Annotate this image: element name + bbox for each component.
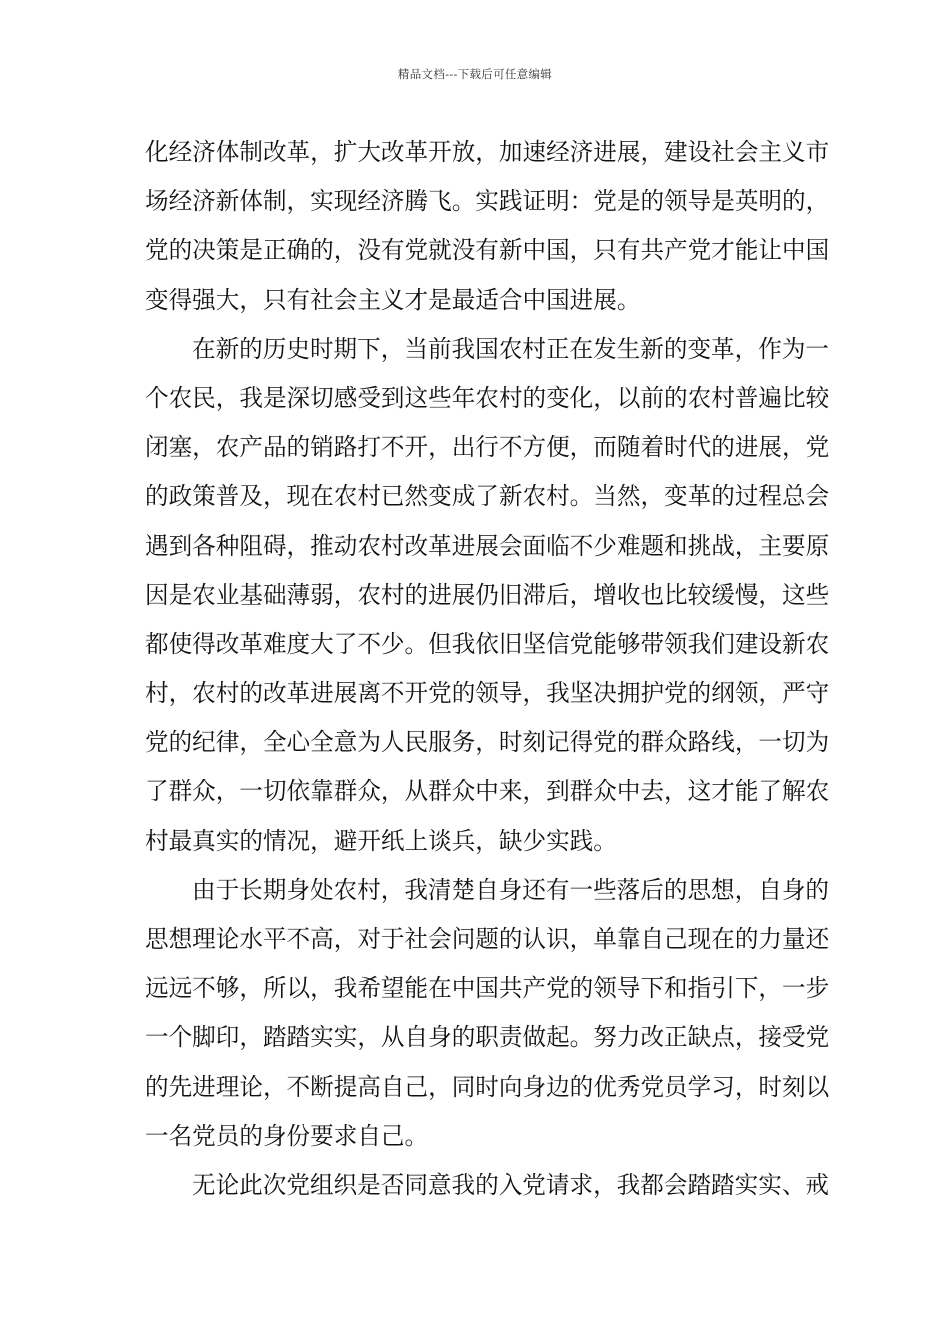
text-line: 党的纪律，全心全意为人民服务，时刻记得党的群众路线，一切为 <box>145 728 830 757</box>
text-line: 的政策普及，现在农村已然变成了新农村。当然，变革的过程总会 <box>145 482 830 511</box>
text-line: 了群众，一切依靠群众，从群众中来，到群众中去，这才能了解农 <box>145 777 830 806</box>
text-line: 在新的历史时期下，当前我国农村正在发生新的变革，作为一 <box>192 334 830 363</box>
paragraph-4 <box>145 1165 830 1214</box>
text-line: 的先进理论，不断提高自己，同时向身边的优秀党员学习，时刻以 <box>145 1072 830 1101</box>
text-line: 闭塞，农产品的销路打不开，出行不方便，而随着时代的进展，党 <box>145 433 830 462</box>
paragraph-1 <box>145 132 830 329</box>
text-line: 变得强大，只有社会主义才是最适合中国进展。 <box>145 285 641 314</box>
text-line: 个农民，我是深切感受到这些年农村的变化，以前的农村普遍比较 <box>145 383 830 412</box>
document-body <box>145 132 830 1214</box>
text-line: 远远不够，所以，我希望能在中国共产党的领导下和指引下，一步 <box>145 974 830 1003</box>
text-line: 因是农业基础薄弱，农村的进展仍旧滞后，增收也比较缓慢，这些 <box>145 580 830 609</box>
paragraph-3 <box>145 870 830 1165</box>
text-line: 村，农村的改革进展离不开党的领导，我坚决拥护党的纲领，严守 <box>145 679 830 708</box>
text-line: 村最真实的情况，避开纸上谈兵，缺少实践。 <box>145 826 617 855</box>
text-line: 由于长期身处农村，我清楚自身还有一些落后的思想，自身的 <box>192 875 830 904</box>
text-line: 化经济体制改革，扩大改革开放，加速经济进展，建设社会主义市 <box>145 138 830 166</box>
text-line: 场经济新体制，实现经济腾飞。实践证明：党是的领导是英明的， <box>145 187 830 216</box>
text-line: 一名党员的身份要求自己。 <box>145 1121 429 1150</box>
text-line: 思想理论水平不高，对于社会问题的认识，单靠自己现在的力量还 <box>145 925 830 953</box>
text-line: 一个脚印，踏踏实实，从自身的职责做起。努力改正缺点，接受党 <box>145 1023 830 1052</box>
paragraph-2 <box>145 329 830 870</box>
text-line: 无论此次党组织是否同意我的入党请求，我都会踏踏实实、戒 <box>192 1170 830 1199</box>
text-line: 都使得改革难度大了不少。但我依旧坚信党能够带领我们建设新农 <box>145 629 830 658</box>
page-header: 精品文档---下载后可任意编辑 <box>397 67 553 81</box>
text-line: 党的决策是正确的，没有党就没有新中国，只有共产党才能让中国 <box>145 236 830 265</box>
text-line: 遇到各种阻碍，推动农村改革进展会面临不少难题和挑战，主要原 <box>145 531 830 560</box>
